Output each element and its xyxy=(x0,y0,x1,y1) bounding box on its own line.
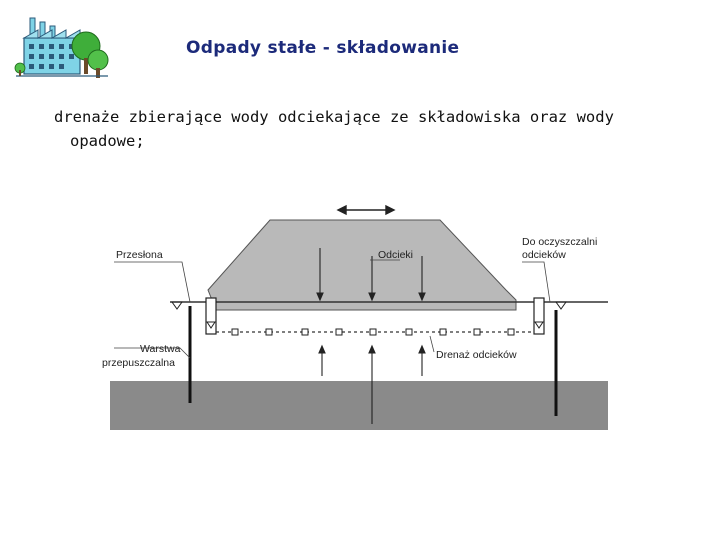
label-do-oczyszczalni-2: odcieków xyxy=(522,249,566,261)
label-odcieki: Odcieki xyxy=(378,249,414,261)
impermeable-layer xyxy=(110,381,608,430)
factory-with-trees-icon xyxy=(14,12,110,84)
top-arrow xyxy=(338,206,394,214)
label-drenaz: Drenaż odcieków xyxy=(436,349,517,361)
water-level-right xyxy=(556,302,566,309)
slide-title: Odpady stałe - składowanie xyxy=(186,38,460,58)
waste-mound xyxy=(208,220,516,310)
label-do-oczyszczalni-1: Do oczyszczalni xyxy=(522,236,598,248)
label-warstwa-1: Warstwa xyxy=(140,343,181,355)
landfill-drainage-diagram xyxy=(102,198,608,430)
water-level-left xyxy=(172,302,182,309)
slide-paragraph: drenaże zbierające wody odciekające ze składowiska oraz wody opadowe; xyxy=(54,108,614,150)
label-warstwa-2: przepuszczalna xyxy=(102,357,175,369)
label-przeslona: Przesłona xyxy=(116,249,163,261)
drain-nodes xyxy=(232,329,514,335)
